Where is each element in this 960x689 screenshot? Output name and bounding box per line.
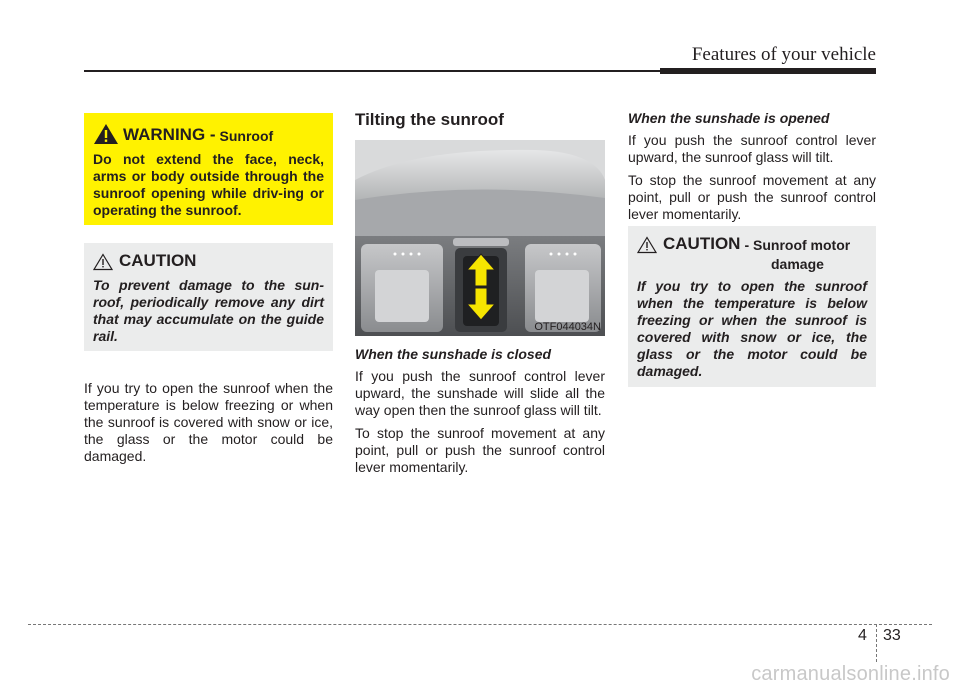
- figure-code: OTF044034N: [534, 321, 601, 333]
- caution-motor-subject-2: damage: [771, 256, 824, 272]
- opened-text: [628, 132, 876, 229]
- watermark: carmanualsonline.info: [751, 663, 950, 685]
- closed-heading: When the sunshade is closed: [355, 346, 552, 362]
- opened-paragraph-2: To stop the sunroof movement at any point, pull or push the sunroof control lever momentarily.: [628, 172, 876, 222]
- freezing-paragraph: If you try to open the sunroof when the temperature is below freezing or when the sunroof is covered with snow or ice, the glass or the motor could be damaged.: [84, 380, 333, 464]
- warning-label: WARNING -: [123, 125, 216, 144]
- closed-text: [355, 368, 605, 482]
- header-title: Features of your vehicle: [691, 44, 876, 65]
- caution-box-guide-rail: [84, 243, 333, 351]
- caution-label: CAUTION: [119, 251, 197, 270]
- caution-motor-body: If you try to open the sunroof when the temperature is below freezing or when the sunroof is covered with snow or ice, the glass or the motor could be damaged.: [637, 278, 867, 379]
- closed-paragraph-1: If you push the sunroof control lever upward, the sunshade will slide all the way open then the sunroof glass will tilt.: [355, 368, 605, 418]
- caution-motor-heading: [637, 234, 867, 254]
- warning-body: Do not extend the face, neck, arms or body outside through the sunroof opening while driv-ing or operating the sunroof.: [93, 151, 324, 218]
- warning-subject: Sunroof: [219, 128, 274, 144]
- opened-paragraph-1: If you push the sunroof control lever upward, the sunroof glass will tilt.: [628, 132, 876, 165]
- sunroof-control-figure: [355, 140, 605, 336]
- caution-motor-label: CAUTION: [663, 234, 741, 253]
- header-rule-accent: [660, 68, 876, 74]
- chapter-number: 4: [858, 627, 867, 644]
- footer-divider: [876, 624, 877, 662]
- warning-box: [84, 113, 333, 225]
- caution-triangle-icon: [637, 236, 657, 254]
- sunroof-console-illustration: [355, 140, 605, 336]
- warning-heading: [93, 123, 324, 145]
- opened-heading: When the sunshade is opened: [628, 110, 830, 126]
- section-title: Tilting the sunroof: [355, 110, 504, 129]
- warning-triangle-icon: [93, 123, 119, 145]
- caution-heading: [93, 251, 324, 271]
- closed-paragraph-2: To stop the sunroof movement at any point, pull or push the sunroof control lever momentarily.: [355, 425, 605, 475]
- footer-rule: [28, 624, 932, 625]
- caution-motor-subject: - Sunroof motor: [744, 237, 851, 253]
- page-number: 33: [883, 627, 901, 644]
- caution-box-motor: [628, 226, 876, 387]
- caution-triangle-icon: [93, 253, 113, 271]
- caution-body: To prevent damage to the sun-roof, periodically remove any dirt that may accumulate on the guide rail.: [93, 277, 324, 344]
